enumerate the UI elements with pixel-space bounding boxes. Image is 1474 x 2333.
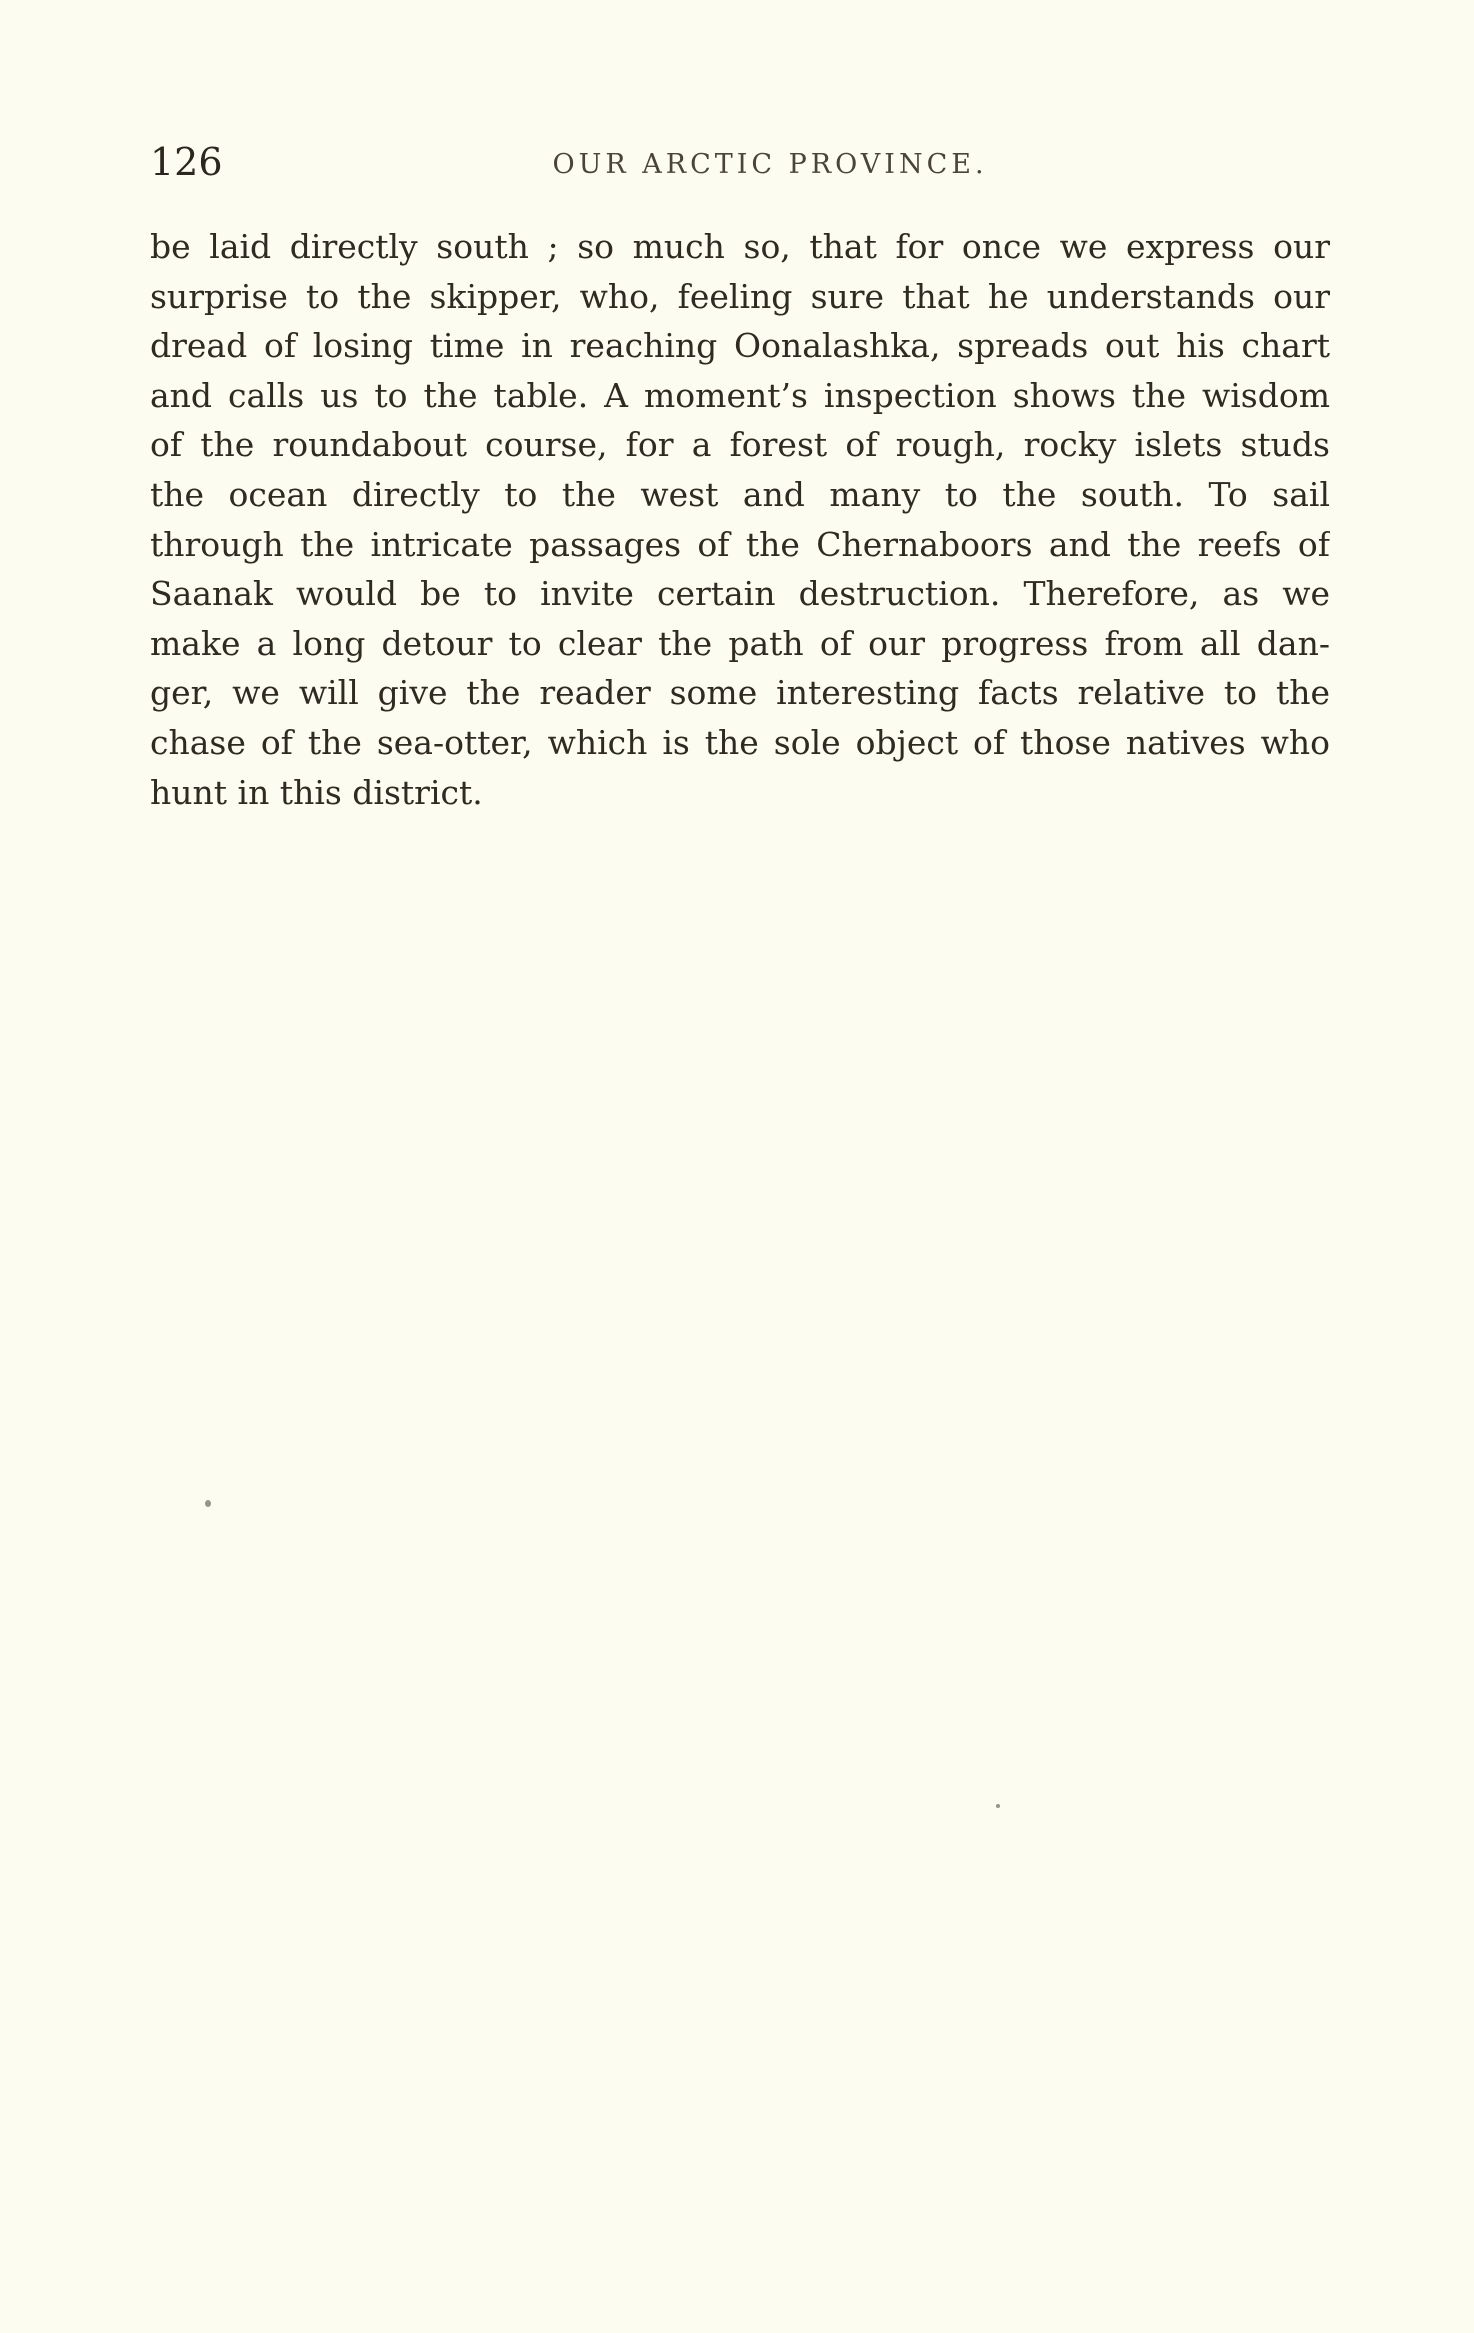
text-line: hunt in this district. (150, 772, 483, 812)
text-line: make a long detour to clear the path of our progress from all dan- (150, 623, 1330, 663)
page-number: 126 (150, 140, 223, 184)
text-line: dread of losing time in reaching Oonalashka, spreads out his chart (150, 326, 1330, 366)
running-head (150, 140, 1330, 200)
running-title: OUR ARCTIC PROVINCE. (552, 149, 988, 180)
text-line: through the intricate passages of the Chernaboors and the reefs of (150, 524, 1330, 564)
text-line: ger, we will give the reader some interesting facts relative to the (150, 673, 1330, 713)
paper-speck (996, 1804, 1000, 1808)
text-line: be laid directly south ; so much so, that for once we express our (150, 227, 1330, 266)
text-line: chase of the sea-otter, which is the sole object of those natives who (150, 722, 1330, 762)
text-line: surprise to the skipper, who, feeling sure that he understands our (150, 276, 1330, 316)
body-paragraph (150, 222, 1330, 817)
text-line: Saanak would be to invite certain destruction. Therefore, as we (150, 574, 1330, 614)
paper-speck (205, 1500, 211, 1507)
text-line: of the roundabout course, for a forest of rough, rocky islets studs (150, 425, 1330, 465)
text-line: the ocean directly to the west and many to the south. To sail (150, 474, 1330, 514)
text-line: and calls us to the table. A moment’s inspection shows the wisdom (150, 375, 1330, 415)
